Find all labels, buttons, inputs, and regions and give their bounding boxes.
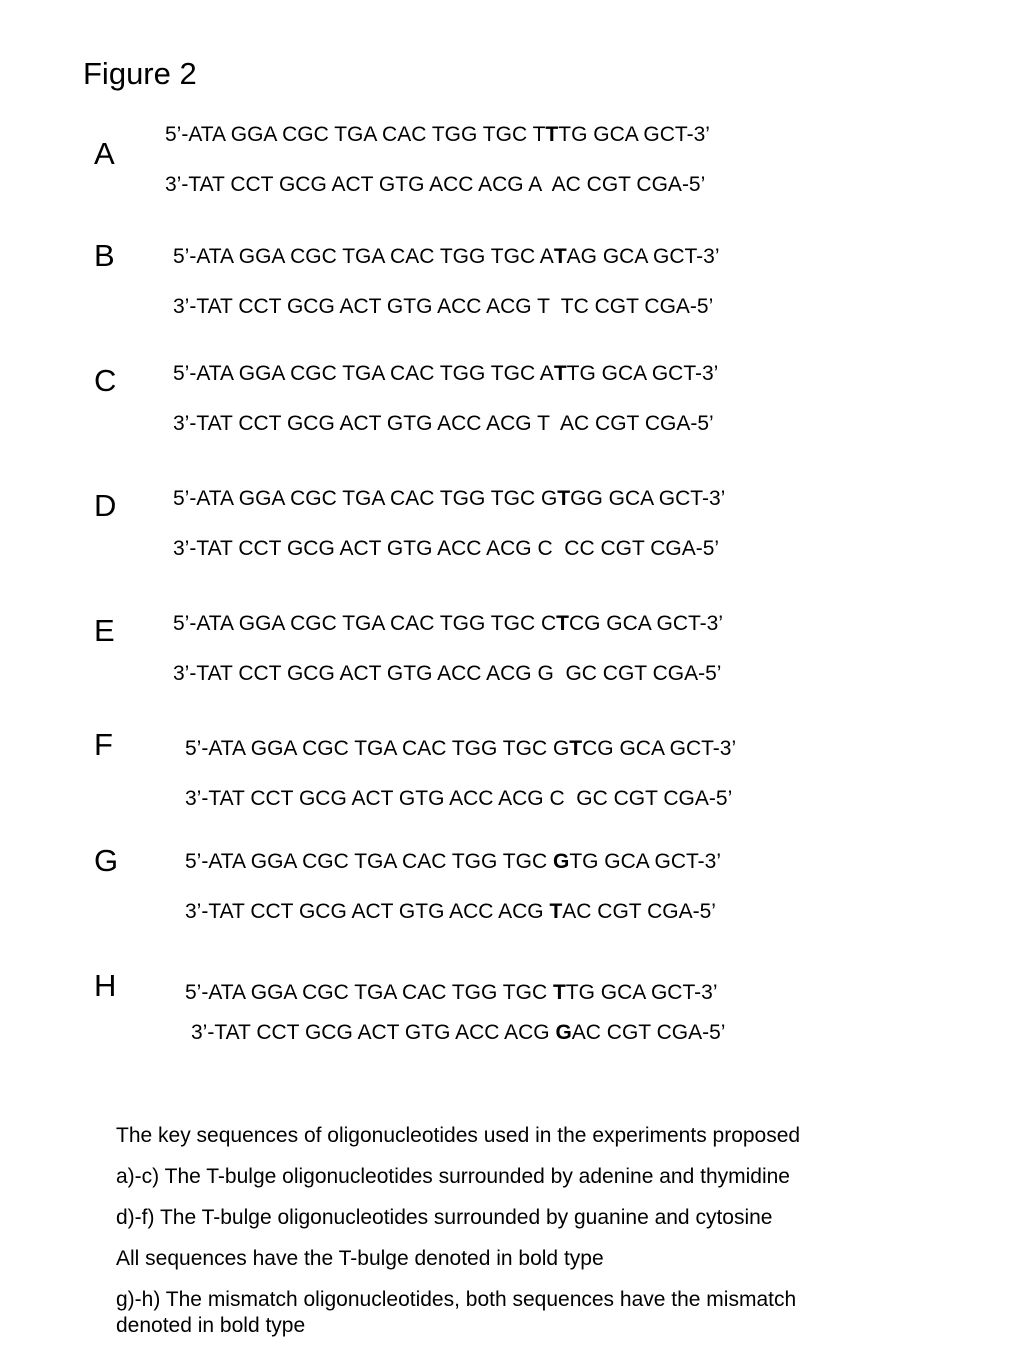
sequence-bottom-c: 3’-TAT CCT GCG ACT GTG ACC ACG T AC CGT CGA-5’ xyxy=(173,412,714,435)
sequence-top-b: 5’-ATA GGA CGC TGA CAC TGG TGC ATAG GCA GCT-3’ xyxy=(173,245,720,268)
sequence-top-f: 5’-ATA GGA CGC TGA CAC TGG TGC GTCG GCA GCT-3’ xyxy=(185,737,737,760)
sequence-top-h: 5’-ATA GGA CGC TGA CAC TGG TGC TTG GCA GCT-3’ xyxy=(185,981,718,1004)
panel-label-b: B xyxy=(94,238,115,273)
sequence-bottom-g: 3’-TAT CCT GCG ACT GTG ACC ACG TAC CGT CGA-5’ xyxy=(185,900,716,923)
panel-label-a: A xyxy=(94,136,115,171)
sequence-top-g: 5’-ATA GGA CGC TGA CAC TGG TGC GTG GCA GCT-3’ xyxy=(185,850,721,873)
caption-line-4: All sequences have the T-bulge denoted in bold type xyxy=(116,1247,604,1270)
caption-line-2: a)-c) The T-bulge oligonucleotides surrounded by adenine and thymidine xyxy=(116,1165,790,1188)
sequence-bottom-e: 3’-TAT CCT GCG ACT GTG ACC ACG G GC CGT CGA-5’ xyxy=(173,662,722,685)
sequence-top-c: 5’-ATA GGA CGC TGA CAC TGG TGC ATTG GCA GCT-3’ xyxy=(173,362,719,385)
sequence-bottom-a: 3’-TAT CCT GCG ACT GTG ACC ACG A AC CGT CGA-5’ xyxy=(165,173,706,196)
sequence-top-a: 5’-ATA GGA CGC TGA CAC TGG TGC TTTG GCA GCT-3’ xyxy=(165,123,710,146)
panel-label-e: E xyxy=(94,613,115,648)
sequence-bottom-h: 3’-TAT CCT GCG ACT GTG ACC ACG GAC CGT CGA-5’ xyxy=(191,1021,726,1044)
panel-label-f: F xyxy=(94,727,113,762)
panel-label-g: G xyxy=(94,843,119,878)
sequence-bottom-b: 3’-TAT CCT GCG ACT GTG ACC ACG T TC CGT CGA-5’ xyxy=(173,295,714,318)
sequence-top-e: 5’-ATA GGA CGC TGA CAC TGG TGC CTCG GCA GCT-3’ xyxy=(173,612,723,635)
caption-line-1: The key sequences of oligonucleotides used in the experiments proposed xyxy=(116,1124,801,1147)
figure-title: Figure 2 xyxy=(83,56,197,91)
panel-label-c: C xyxy=(94,363,117,398)
sequence-top-d: 5’-ATA GGA CGC TGA CAC TGG TGC GTGG GCA GCT-3’ xyxy=(173,487,726,510)
caption-line-5: g)-h) The mismatch oligonucleotides, both sequences have the mismatch denoted in bold type xyxy=(116,1288,797,1337)
caption-line-3: d)-f) The T-bulge oligonucleotides surrounded by guanine and cytosine xyxy=(116,1206,773,1229)
panel-label-d: D xyxy=(94,488,117,523)
sequence-bottom-d: 3’-TAT CCT GCG ACT GTG ACC ACG C CC CGT CGA-5’ xyxy=(173,537,720,560)
panel-label-h: H xyxy=(94,968,117,1003)
sequence-bottom-f: 3’-TAT CCT GCG ACT GTG ACC ACG C GC CGT CGA-5’ xyxy=(185,787,733,810)
